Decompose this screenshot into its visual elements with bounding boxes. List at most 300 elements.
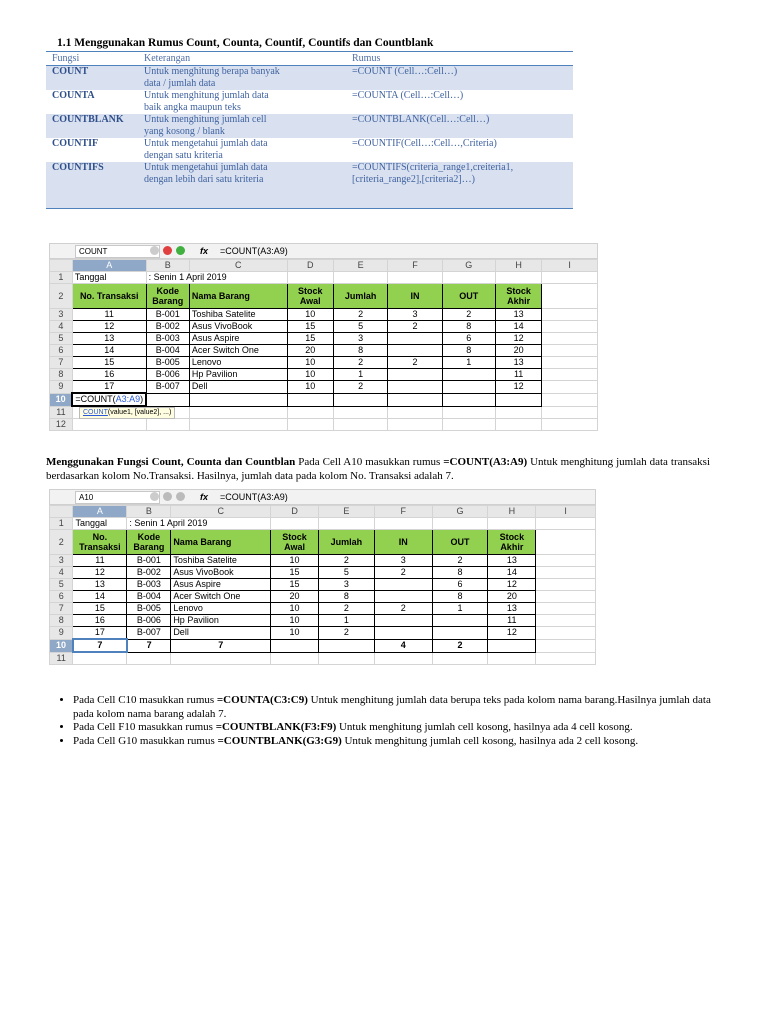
data-cell[interactable]: B-006 — [127, 615, 171, 627]
data-cell[interactable]: 15 — [287, 321, 333, 333]
data-cell[interactable]: B-002 — [127, 567, 171, 579]
data-cell[interactable]: 2 — [432, 555, 488, 567]
data-cell[interactable]: Dell — [189, 381, 287, 394]
data-cell[interactable]: 2 — [374, 603, 432, 615]
column-header[interactable]: D — [287, 260, 333, 272]
column-header[interactable]: I — [536, 506, 596, 518]
list-item: • Pada Cell C10 masukkan rumus =COUNTA(C3:C9) Untuk menghitung jumlah data berupa teks pada kolom nama barang.Hasilnya jumlah data pada kolom nama barang adalah 7. — [73, 694, 731, 721]
data-cell[interactable]: 12 — [488, 579, 536, 591]
data-cell[interactable]: 8 — [432, 591, 488, 603]
row-header[interactable]: 12 — [50, 419, 73, 431]
grid-cell[interactable] — [287, 272, 333, 284]
table-header-cell[interactable]: No. Transaksi — [73, 530, 127, 555]
column-header[interactable]: A — [73, 506, 127, 518]
grid-cell[interactable] — [127, 652, 171, 665]
function-name: COUNTIF — [52, 138, 99, 149]
data-cell[interactable]: 2 — [388, 321, 442, 333]
data-cell[interactable]: 20 — [287, 345, 333, 357]
list-item: • Pada Cell G10 masukkan rumus =COUNTBLANK(G3:G9) Untuk menghitung jumlah cell kosong, hasilnya ada 2 cell kosong. — [73, 735, 731, 749]
row-header[interactable]: 7 — [50, 603, 73, 615]
explanation-paragraph — [46, 455, 710, 483]
table-header-cell[interactable]: IN — [388, 284, 442, 309]
data-cell[interactable]: 14 — [495, 321, 541, 333]
column-header[interactable]: G — [442, 260, 495, 272]
function-name: COUNT — [46, 66, 138, 91]
grid-cell[interactable] — [495, 406, 541, 419]
data-cell[interactable]: B-005 — [146, 357, 189, 369]
table-header-cell[interactable]: Nama Barang — [189, 284, 287, 309]
formula-value[interactable]: =COUNT(A3:A9) — [220, 246, 288, 256]
column-header[interactable]: F — [388, 260, 442, 272]
table-header-cell[interactable]: Stock Awal — [287, 284, 333, 309]
data-cell[interactable]: 3 — [388, 309, 442, 321]
row-header[interactable]: 4 — [50, 321, 73, 333]
data-cell[interactable] — [189, 393, 287, 406]
confirm-icon[interactable] — [176, 492, 185, 501]
data-cell[interactable]: B-001 — [146, 309, 189, 321]
list-item: • Pada Cell F10 masukkan rumus =COUNTBLANK(F3:F9) Untuk menghitung jumlah cell kosong, hasilnya ada 4 cell kosong. — [73, 721, 731, 735]
data-cell[interactable]: Hp Pavilion — [171, 615, 271, 627]
data-cell[interactable] — [333, 393, 387, 406]
grid-cell[interactable] — [374, 652, 432, 665]
row-header[interactable]: 5 — [50, 333, 73, 345]
column-header[interactable]: H — [488, 506, 536, 518]
grid-cell[interactable] — [287, 419, 333, 431]
grid-cell[interactable] — [333, 406, 387, 419]
function-formula: =COUNTIFS(criteria_range1,creiteria1, [criteria_range2],[criteria2]…) — [346, 162, 573, 209]
grid-cell[interactable] — [536, 652, 596, 665]
column-header[interactable]: D — [271, 506, 319, 518]
data-cell[interactable]: 8 — [432, 567, 488, 579]
table-header-cell[interactable]: Jumlah — [333, 284, 387, 309]
data-cell[interactable]: 8 — [442, 321, 495, 333]
grid-cell[interactable] — [536, 555, 596, 567]
data-cell[interactable]: 13 — [488, 603, 536, 615]
row-header[interactable]: 8 — [50, 615, 73, 627]
column-header[interactable]: C — [171, 506, 271, 518]
grid-cell[interactable] — [388, 419, 442, 431]
formula-bar — [49, 243, 598, 259]
data-cell[interactable]: B-006 — [146, 369, 189, 381]
data-cell[interactable]: 2 — [333, 357, 387, 369]
data-cell[interactable]: 12 — [495, 333, 541, 345]
data-cell[interactable]: 10 — [287, 309, 333, 321]
data-cell[interactable]: Asus VivoBook — [189, 321, 287, 333]
grid-cell[interactable] — [536, 639, 596, 652]
function-formula: =COUNTIF(Cell…:Cell…,Criteria) — [352, 138, 497, 149]
function-formula: =COUNTBLANK(Cell…:Cell…) — [346, 114, 573, 138]
grid-cell[interactable] — [388, 272, 442, 284]
table-header-cell[interactable]: Nama Barang — [171, 530, 271, 555]
data-cell[interactable]: 1 — [442, 357, 495, 369]
data-cell[interactable]: 14 — [488, 567, 536, 579]
column-header[interactable]: B — [146, 260, 189, 272]
data-cell[interactable]: 10 — [287, 369, 333, 381]
table-header-cell[interactable]: Stock Awal — [271, 530, 319, 555]
table-header-cell[interactable]: Kode Barang — [146, 284, 189, 309]
data-cell[interactable] — [374, 627, 432, 640]
data-cell[interactable]: B-007 — [146, 381, 189, 394]
grid-cell[interactable] — [495, 419, 541, 431]
grid-cell[interactable] — [287, 406, 333, 419]
col-header-fungsi: Fungsi — [46, 52, 138, 66]
table-row — [46, 138, 573, 162]
spreadsheet-screenshot-editing — [49, 243, 598, 431]
dropdown-icon[interactable] — [150, 492, 159, 501]
data-cell[interactable]: 13 — [72, 333, 146, 345]
grid-cell[interactable] — [536, 579, 596, 591]
grid-cell[interactable] — [189, 419, 287, 431]
grid-cell[interactable] — [542, 272, 598, 284]
data-cell[interactable]: 13 — [495, 309, 541, 321]
data-cell[interactable]: 12 — [488, 627, 536, 640]
grid-cell[interactable] — [536, 518, 596, 530]
row-header[interactable]: 2 — [50, 530, 73, 555]
data-cell[interactable] — [374, 615, 432, 627]
confirm-icon[interactable] — [176, 246, 185, 255]
grid-cell[interactable] — [271, 518, 319, 530]
data-cell[interactable] — [442, 369, 495, 381]
result-cell[interactable] — [271, 639, 319, 652]
row-header[interactable]: 10 — [50, 393, 73, 406]
grid-cell[interactable] — [73, 652, 127, 665]
data-cell[interactable]: 2 — [319, 627, 375, 640]
data-cell[interactable]: 2 — [442, 309, 495, 321]
row-header[interactable]: 11 — [50, 652, 73, 665]
date-label-cell[interactable]: Tanggal — [73, 518, 127, 530]
data-cell[interactable] — [388, 333, 442, 345]
date-label-cell[interactable]: Tanggal — [72, 272, 146, 284]
result-cell[interactable] — [488, 639, 536, 652]
data-cell[interactable]: 12 — [495, 381, 541, 394]
row-header[interactable]: 6 — [50, 591, 73, 603]
data-cell[interactable]: 3 — [319, 579, 375, 591]
function-desc: Untuk menghitung jumlah cell yang kosong / blank — [138, 114, 346, 138]
data-cell[interactable]: 8 — [333, 345, 387, 357]
grid-cell[interactable] — [536, 603, 596, 615]
column-header[interactable]: E — [319, 506, 375, 518]
sheet-grid[interactable] — [49, 505, 596, 665]
data-cell[interactable]: 1 — [319, 615, 375, 627]
formula-range-ref: A3:A9 — [115, 394, 141, 404]
row-header[interactable]: 1 — [50, 518, 73, 530]
grid-cell[interactable] — [542, 345, 598, 357]
function-formula: =COUNTA (Cell…:Cell…) — [352, 90, 464, 101]
data-cell[interactable]: 12 — [73, 567, 127, 579]
result-cell[interactable]: 7 — [171, 639, 271, 652]
data-cell[interactable] — [442, 393, 495, 406]
formula-value[interactable]: =COUNT(A3:A9) — [220, 492, 288, 502]
grid-cell[interactable] — [319, 518, 375, 530]
data-cell[interactable] — [388, 393, 442, 406]
table-row — [46, 66, 573, 91]
select-all-corner[interactable] — [50, 506, 73, 518]
paragraph-formula: =COUNT(A3:A9) — [443, 456, 528, 468]
function-name: COUNTIFS — [46, 162, 138, 209]
col-header-keterangan: Keterangan — [138, 52, 346, 66]
function-name: COUNTBLANK — [46, 114, 138, 138]
table-row — [46, 114, 573, 138]
data-cell[interactable]: 20 — [271, 591, 319, 603]
table-header-cell[interactable]: Kode Barang — [127, 530, 171, 555]
grid-cell[interactable] — [442, 406, 495, 419]
grid-cell[interactable] — [495, 272, 541, 284]
data-cell[interactable]: Lenovo — [189, 357, 287, 369]
data-cell[interactable]: 10 — [287, 357, 333, 369]
grid-cell[interactable] — [333, 272, 387, 284]
table-header-cell[interactable]: OUT — [432, 530, 488, 555]
data-cell[interactable] — [388, 369, 442, 381]
data-cell[interactable]: 2 — [388, 357, 442, 369]
table-row — [46, 90, 573, 114]
column-header[interactable]: G — [432, 506, 488, 518]
section-heading: 1.1 Menggunakan Rumus Count, Counta, Countif, Countifs dan Countblank — [57, 37, 434, 49]
data-cell[interactable]: 2 — [319, 555, 375, 567]
data-cell[interactable] — [388, 381, 442, 394]
row-header[interactable]: 3 — [50, 309, 73, 321]
grid-cell[interactable] — [542, 333, 598, 345]
grid-cell[interactable] — [432, 518, 488, 530]
data-cell[interactable] — [374, 579, 432, 591]
data-cell[interactable]: Asus VivoBook — [171, 567, 271, 579]
grid-cell[interactable] — [319, 652, 375, 665]
name-box[interactable]: COUNT — [75, 245, 160, 258]
select-all-corner[interactable] — [50, 260, 73, 272]
grid-cell[interactable] — [542, 284, 598, 309]
data-cell[interactable]: 14 — [72, 345, 146, 357]
function-desc: Untuk mengetahui jumlah data dengan satu kriteria — [144, 138, 268, 161]
data-cell[interactable]: Hp Pavilion — [189, 369, 287, 381]
row-header[interactable]: 3 — [50, 555, 73, 567]
grid-cell[interactable] — [536, 591, 596, 603]
data-cell[interactable]: 2 — [333, 381, 387, 394]
data-cell[interactable]: 13 — [495, 357, 541, 369]
data-cell[interactable] — [432, 615, 488, 627]
result-cell[interactable]: 7 — [73, 639, 127, 652]
date-value-cell[interactable]: : Senin 1 April 2019 — [127, 518, 271, 530]
row-header[interactable]: 8 — [50, 369, 73, 381]
formula-text: ) — [140, 394, 144, 404]
data-cell[interactable]: B-005 — [127, 603, 171, 615]
data-cell[interactable]: 8 — [319, 591, 375, 603]
dropdown-icon[interactable] — [150, 246, 159, 255]
table-header-cell[interactable]: OUT — [442, 284, 495, 309]
data-cell[interactable]: 1 — [333, 369, 387, 381]
cancel-icon[interactable] — [163, 492, 172, 501]
grid-cell[interactable] — [146, 419, 189, 431]
data-cell[interactable] — [432, 627, 488, 640]
data-cell[interactable]: 13 — [488, 555, 536, 567]
column-header[interactable]: C — [189, 260, 287, 272]
row-header[interactable]: 2 — [50, 284, 73, 309]
paragraph-text: Untuk menghitung jumlah data transaksi berdasarkan kolom No.Transaksi. Hasilnya, jumlah data pada kolom No. Transaksi adalah 7. — [46, 456, 711, 482]
sheet-grid[interactable] — [49, 259, 598, 431]
grid-cell[interactable] — [542, 369, 598, 381]
data-cell[interactable]: 10 — [271, 555, 319, 567]
row-header[interactable]: 11 — [50, 406, 73, 419]
data-cell[interactable]: 20 — [495, 345, 541, 357]
column-header[interactable]: B — [127, 506, 171, 518]
data-cell[interactable]: 15 — [271, 579, 319, 591]
grid-cell[interactable] — [388, 406, 442, 419]
data-cell[interactable] — [388, 345, 442, 357]
grid-cell[interactable] — [536, 567, 596, 579]
data-cell[interactable]: Dell — [171, 627, 271, 640]
data-cell[interactable] — [374, 591, 432, 603]
grid-cell[interactable] — [542, 357, 598, 369]
column-header[interactable]: I — [542, 260, 598, 272]
data-cell[interactable]: 5 — [333, 321, 387, 333]
data-cell[interactable]: 10 — [271, 627, 319, 640]
column-header[interactable]: A — [72, 260, 146, 272]
row-header[interactable]: 6 — [50, 345, 73, 357]
data-cell[interactable]: B-004 — [146, 345, 189, 357]
data-cell[interactable]: 12 — [72, 321, 146, 333]
grid-cell[interactable] — [536, 530, 596, 555]
data-cell[interactable]: 16 — [72, 369, 146, 381]
data-cell[interactable]: B-003 — [127, 579, 171, 591]
fx-icon[interactable]: fx — [200, 492, 209, 502]
data-cell[interactable]: Asus Aspire — [171, 579, 271, 591]
table-header-cell[interactable]: Stock Akhir — [495, 284, 541, 309]
data-cell[interactable]: Asus Aspire — [189, 333, 287, 345]
data-cell[interactable]: Acer Switch One — [189, 345, 287, 357]
data-cell[interactable]: Toshiba Satelite — [171, 555, 271, 567]
data-cell[interactable]: 3 — [333, 333, 387, 345]
grid-cell[interactable] — [542, 406, 598, 419]
date-value-cell[interactable]: : Senin 1 April 2019 — [146, 272, 287, 284]
grid-cell[interactable] — [189, 406, 287, 419]
grid-cell[interactable] — [432, 652, 488, 665]
result-cell[interactable] — [319, 639, 375, 652]
data-cell[interactable]: 3 — [374, 555, 432, 567]
data-cell[interactable] — [442, 381, 495, 394]
data-cell[interactable]: 11 — [73, 555, 127, 567]
function-table — [46, 51, 573, 209]
table-header-cell[interactable]: IN — [374, 530, 432, 555]
tooltip-args: (value1, [value2], ...) — [107, 409, 172, 416]
data-cell[interactable]: 11 — [72, 309, 146, 321]
name-box[interactable]: A10 — [75, 491, 160, 504]
row-header[interactable]: 5 — [50, 579, 73, 591]
data-cell[interactable]: 15 — [287, 333, 333, 345]
grid-cell[interactable] — [542, 419, 598, 431]
grid-cell[interactable] — [333, 419, 387, 431]
formula-bar — [49, 489, 596, 505]
paragraph-text: Pada Cell A10 masukkan rumus — [295, 456, 444, 468]
data-cell[interactable]: 17 — [72, 381, 146, 394]
data-cell[interactable]: Toshiba Satelite — [189, 309, 287, 321]
data-cell[interactable]: 16 — [73, 615, 127, 627]
table-row — [46, 162, 573, 209]
result-cell[interactable]: 2 — [432, 639, 488, 652]
grid-cell[interactable] — [536, 627, 596, 640]
grid-cell[interactable] — [442, 272, 495, 284]
data-cell[interactable]: 1 — [432, 603, 488, 615]
formula-text: =COUNT( — [75, 394, 116, 404]
data-cell[interactable]: 10 — [271, 603, 319, 615]
grid-cell[interactable] — [536, 615, 596, 627]
row-header[interactable]: 4 — [50, 567, 73, 579]
data-cell[interactable]: 15 — [72, 357, 146, 369]
grid-cell[interactable] — [271, 652, 319, 665]
data-cell[interactable] — [495, 393, 541, 406]
column-header[interactable]: E — [333, 260, 387, 272]
data-cell[interactable] — [287, 393, 333, 406]
grid-cell[interactable] — [374, 518, 432, 530]
data-cell[interactable]: Lenovo — [171, 603, 271, 615]
data-cell[interactable]: 10 — [271, 615, 319, 627]
grid-cell[interactable] — [171, 652, 271, 665]
data-cell[interactable]: 8 — [442, 345, 495, 357]
data-cell[interactable]: 6 — [442, 333, 495, 345]
data-cell[interactable]: 6 — [432, 579, 488, 591]
fx-icon[interactable]: fx — [200, 246, 209, 256]
table-header-cell[interactable]: No. Transaksi — [72, 284, 146, 309]
data-cell[interactable]: 13 — [73, 579, 127, 591]
data-cell[interactable]: 11 — [488, 615, 536, 627]
data-cell[interactable]: B-007 — [127, 627, 171, 640]
grid-cell[interactable] — [488, 518, 536, 530]
grid-cell[interactable] — [488, 652, 536, 665]
bullet-list — [53, 694, 731, 748]
tooltip-function-link[interactable]: COUNT — [83, 409, 108, 416]
data-cell[interactable]: B-002 — [146, 321, 189, 333]
spreadsheet-screenshot-result — [49, 489, 596, 665]
data-cell[interactable]: B-001 — [127, 555, 171, 567]
grid-cell[interactable] — [542, 321, 598, 333]
data-cell[interactable]: Acer Switch One — [171, 591, 271, 603]
data-cell[interactable]: 17 — [73, 627, 127, 640]
result-cell[interactable]: 4 — [374, 639, 432, 652]
grid-cell[interactable] — [542, 393, 598, 406]
row-header[interactable]: 1 — [50, 272, 73, 284]
grid-cell[interactable] — [542, 309, 598, 321]
editing-cell[interactable] — [72, 393, 146, 406]
column-header[interactable]: F — [374, 506, 432, 518]
data-cell[interactable]: 2 — [374, 567, 432, 579]
data-cell[interactable]: 15 — [73, 603, 127, 615]
data-cell[interactable]: 11 — [495, 369, 541, 381]
row-header[interactable]: 7 — [50, 357, 73, 369]
data-cell[interactable]: 2 — [333, 309, 387, 321]
paragraph-lead: Menggunakan Fungsi Count, Counta dan Countblan — [46, 456, 296, 468]
col-header-rumus: Rumus — [346, 52, 573, 66]
grid-cell[interactable] — [442, 419, 495, 431]
cancel-icon[interactable] — [163, 246, 172, 255]
function-name: COUNTA — [52, 90, 95, 101]
table-header-cell[interactable]: Stock Akhir — [488, 530, 536, 555]
column-header[interactable]: H — [495, 260, 541, 272]
grid-cell[interactable] — [542, 381, 598, 394]
data-cell[interactable]: B-003 — [146, 333, 189, 345]
data-cell[interactable]: 5 — [319, 567, 375, 579]
data-cell[interactable]: B-004 — [127, 591, 171, 603]
result-cell[interactable]: 7 — [127, 639, 171, 652]
row-header[interactable]: 9 — [50, 381, 73, 394]
data-cell[interactable] — [146, 393, 189, 406]
data-cell[interactable]: 20 — [488, 591, 536, 603]
data-cell[interactable]: 10 — [287, 381, 333, 394]
data-cell[interactable]: 15 — [271, 567, 319, 579]
data-cell[interactable]: 14 — [73, 591, 127, 603]
row-header[interactable]: 9 — [50, 627, 73, 640]
table-header-cell[interactable]: Jumlah — [319, 530, 375, 555]
data-cell[interactable]: 2 — [319, 603, 375, 615]
function-formula: =COUNT (Cell…:Cell…) — [346, 66, 573, 91]
row-header[interactable]: 10 — [50, 639, 73, 652]
grid-cell[interactable] — [72, 419, 146, 431]
